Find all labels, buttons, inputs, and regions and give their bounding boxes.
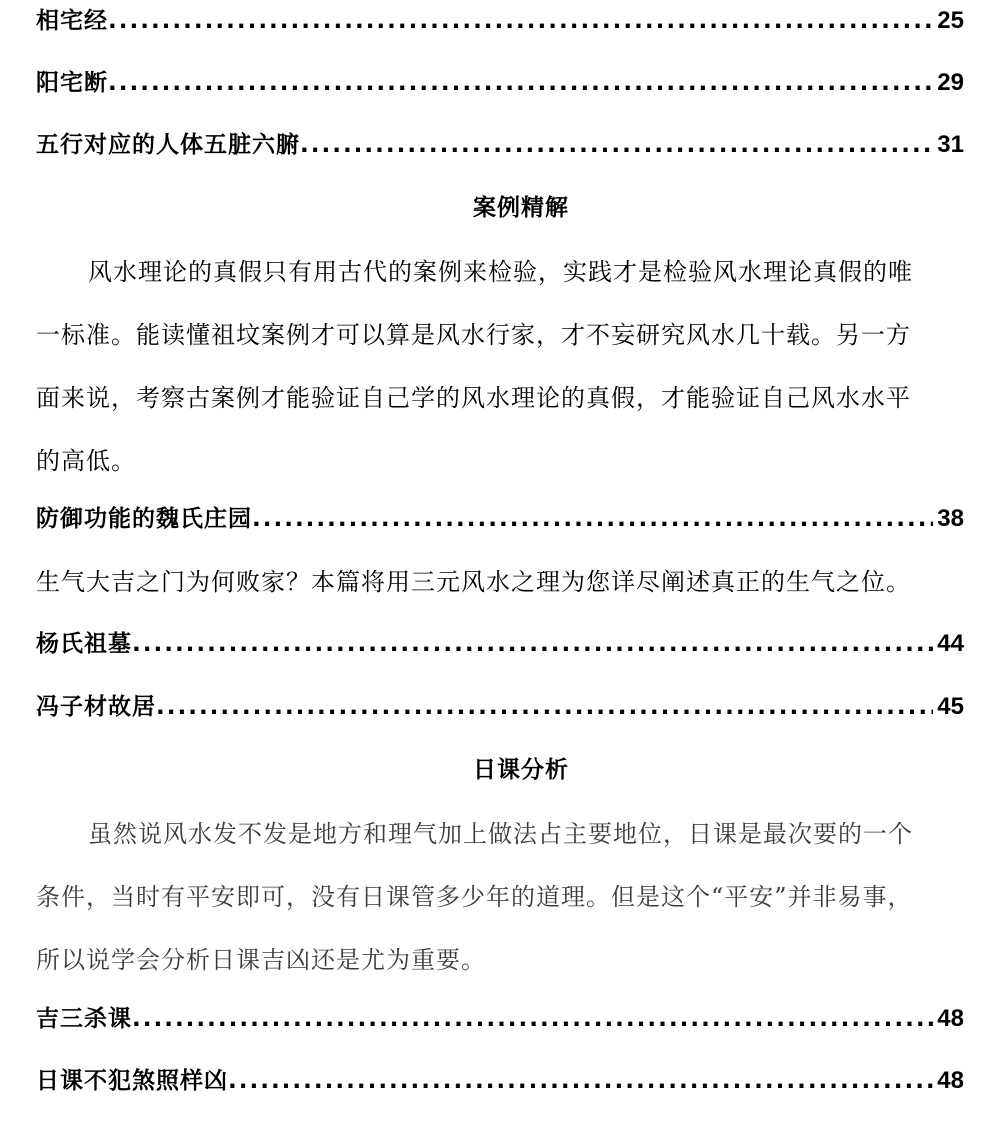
toc-entry[interactable]: [36, 1, 964, 41]
toc-entry-page-number: 48: [937, 1005, 964, 1032]
toc-entry[interactable]: [36, 687, 964, 727]
toc-entry-title: 阳宅断: [36, 70, 108, 96]
paragraph-line: 条件，当时有平安即可，没有日课管多少年的道理。但是这个“平安”并非易事，: [36, 883, 913, 911]
toc-entry-title: 日课不犯煞照样凶: [36, 1068, 228, 1094]
toc-entry-title: 防御功能的魏氏庄园: [36, 506, 252, 532]
paragraph-line: 所以说学会分析日课吉凶还是尤为重要。: [36, 946, 486, 974]
toc-entry[interactable]: [36, 624, 964, 664]
toc-entry-page-number: 29: [937, 69, 964, 96]
toc-dot-leader: [228, 1061, 933, 1101]
toc-entry-title: 吉三杀课: [36, 1006, 132, 1032]
toc-dot-leader: [300, 125, 933, 165]
toc-entry[interactable]: [36, 1061, 964, 1101]
paragraph-line: 一标准。能读懂祖坟案例才可以算是风水行家，才不妄研究风水几十载。另一方: [36, 321, 911, 349]
toc-entry[interactable]: [36, 499, 964, 539]
toc-entry-title: 五行对应的人体五脏六腑: [36, 132, 300, 158]
toc-entry-page-number: 44: [937, 630, 964, 657]
toc-dot-leader: [108, 1, 933, 41]
toc-dot-leader: [108, 63, 933, 103]
toc-entry-title: 杨氏祖墓: [36, 631, 132, 657]
paragraph-line: 的高低。: [36, 447, 136, 475]
toc-dot-leader: [132, 624, 933, 664]
toc-dot-leader: [132, 999, 933, 1039]
toc-entry-page-number: 48: [937, 1067, 964, 1094]
toc-entry-title: 相宅经: [36, 8, 108, 34]
toc-entry[interactable]: [36, 999, 964, 1039]
section-heading: 案例精解: [473, 195, 569, 221]
paragraph-line: 面来说，考察古案例才能验证自己学的风水理论的真假，才能验证自己风水水平: [36, 384, 911, 412]
toc-entry-title: 冯子材故居: [36, 694, 156, 720]
section-intro-paragraph: [36, 241, 992, 493]
toc-dot-leader: [156, 687, 933, 727]
toc-dot-leader: [252, 499, 933, 539]
section-heading: 日课分析: [473, 757, 569, 783]
entry-description: 生气大吉之门为何败家？本篇将用三元风水之理为您详尽阐述真正的生气之位。: [36, 568, 911, 596]
toc-entry[interactable]: [36, 125, 964, 165]
paragraph-line: 风水理论的真假只有用古代的案例来检验，实践才是检验风水理论真假的唯: [88, 258, 913, 286]
toc-entry-page-number: 25: [937, 7, 964, 34]
toc-entry-page-number: 31: [937, 131, 964, 158]
toc-entry[interactable]: [36, 63, 964, 103]
section-intro-paragraph: [36, 803, 992, 992]
toc-entry-page-number: 38: [937, 505, 964, 532]
toc-entry-page-number: 45: [937, 693, 964, 720]
paragraph-line: 虽然说风水发不发是地方和理气加上做法占主要地位，日课是最次要的一个: [88, 820, 913, 848]
